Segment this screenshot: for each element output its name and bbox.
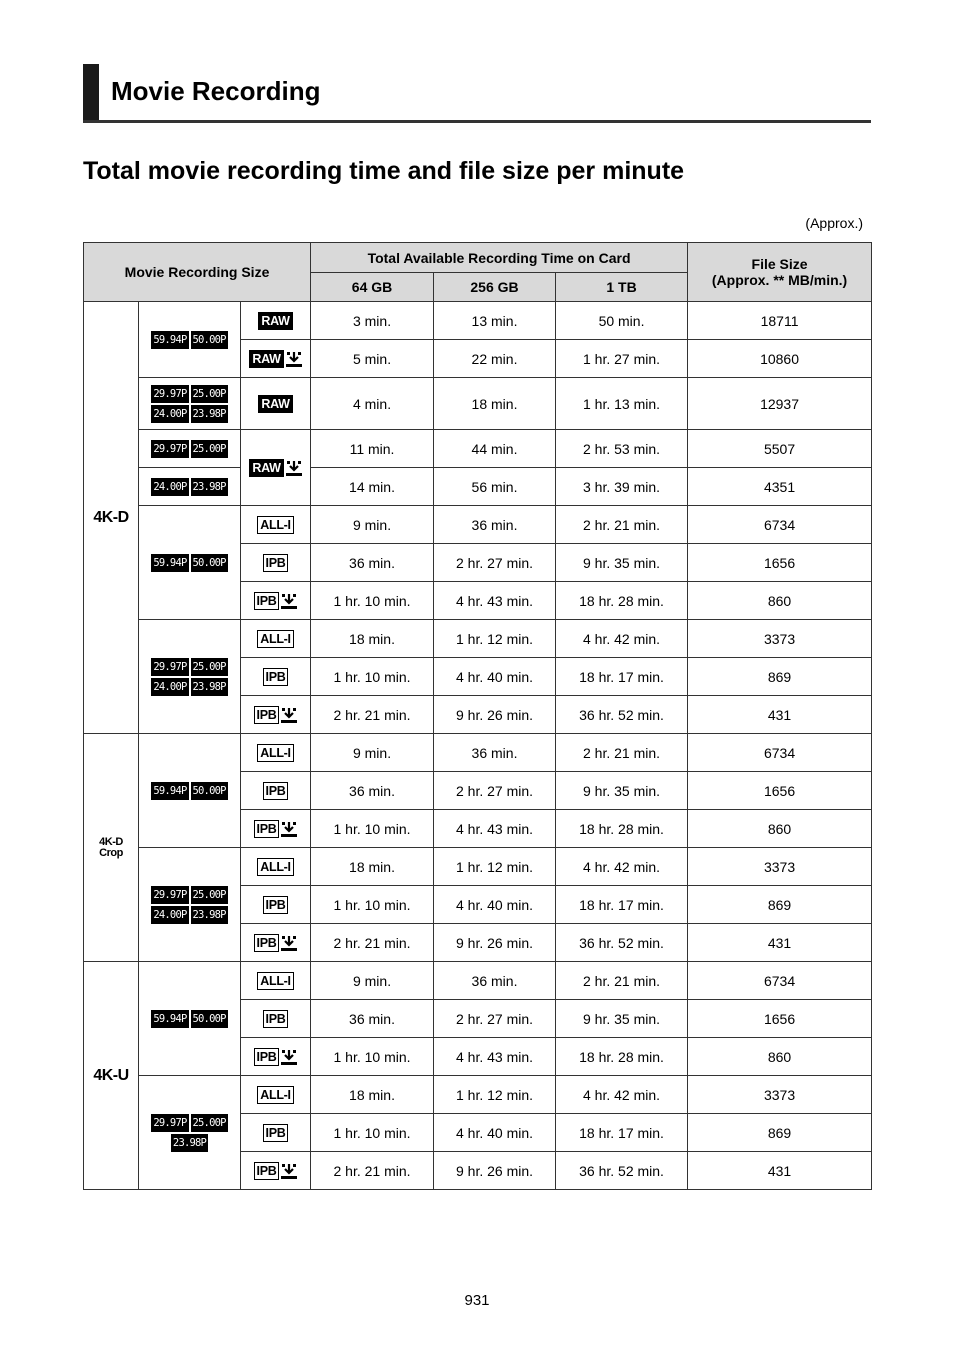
lite-icon xyxy=(281,935,297,951)
all-i-icon xyxy=(257,630,293,648)
time-1tb-cell: 18 hr. 17 min. xyxy=(556,658,688,696)
time-256gb-cell: 36 min. xyxy=(434,734,556,772)
framerate-badge: 23.98P xyxy=(191,478,228,496)
table-row xyxy=(84,468,872,506)
file-size-cell: 18711 xyxy=(688,302,872,340)
resolution-icon-crop: Crop xyxy=(99,846,123,859)
time-64gb-cell: 14 min. xyxy=(311,468,434,506)
framerate-cell xyxy=(139,506,241,620)
section-accent-bar xyxy=(83,64,99,120)
table-row xyxy=(84,1076,872,1114)
all-i-icon xyxy=(257,1086,293,1104)
framerate-cell xyxy=(139,962,241,1076)
framerate-group xyxy=(151,331,229,349)
compression-cell xyxy=(241,1114,311,1152)
time-256gb-cell: 9 hr. 26 min. xyxy=(434,924,556,962)
time-64gb-cell: 36 min. xyxy=(311,772,434,810)
compression-label: IPB xyxy=(263,1124,289,1142)
framerate-badge: 29.97P xyxy=(151,886,188,904)
lite-icon xyxy=(281,707,297,723)
header-total-time: Total Available Recording Time on Card xyxy=(311,243,688,273)
file-size-cell: 6734 xyxy=(688,734,872,772)
file-size-cell: 12937 xyxy=(688,378,872,430)
ipb-icon xyxy=(263,896,289,914)
ipb-icon xyxy=(263,1010,289,1028)
time-64gb-cell: 2 hr. 21 min. xyxy=(311,1152,434,1190)
time-1tb-cell: 36 hr. 52 min. xyxy=(556,696,688,734)
compression-cell xyxy=(241,1152,311,1190)
time-256gb-cell: 44 min. xyxy=(434,430,556,468)
time-1tb-cell: 1 hr. 27 min. xyxy=(556,340,688,378)
compression-label: ALL-I xyxy=(257,516,293,534)
time-256gb-cell: 36 min. xyxy=(434,962,556,1000)
table-row xyxy=(84,962,872,1000)
lite-icon xyxy=(286,460,302,476)
time-64gb-cell: 2 hr. 21 min. xyxy=(311,924,434,962)
time-64gb-cell: 18 min. xyxy=(311,848,434,886)
compression-cell xyxy=(241,658,311,696)
compression-label: ALL-I xyxy=(257,972,293,990)
compression-label: RAW xyxy=(249,459,283,477)
resolution-cell xyxy=(84,302,139,734)
compression-label: IPB xyxy=(254,706,280,724)
file-size-cell: 5507 xyxy=(688,430,872,468)
compression-cell xyxy=(241,506,311,544)
header-file-size-line1: File Size xyxy=(751,256,808,272)
compression-label: IPB xyxy=(254,820,280,838)
file-size-cell: 869 xyxy=(688,658,872,696)
time-1tb-cell: 2 hr. 21 min. xyxy=(556,506,688,544)
header-card-256gb: 256 GB xyxy=(434,273,556,302)
time-256gb-cell: 9 hr. 26 min. xyxy=(434,696,556,734)
framerate-group xyxy=(151,1010,229,1028)
time-1tb-cell: 9 hr. 35 min. xyxy=(556,772,688,810)
time-64gb-cell: 1 hr. 10 min. xyxy=(311,582,434,620)
compression-label: ALL-I xyxy=(257,744,293,762)
time-1tb-cell: 18 hr. 28 min. xyxy=(556,1038,688,1076)
compression-cell xyxy=(241,886,311,924)
framerate-badge: 59.94P xyxy=(151,1010,188,1028)
compression-cell xyxy=(241,772,311,810)
time-256gb-cell: 4 hr. 40 min. xyxy=(434,658,556,696)
ipb-lite-icon xyxy=(254,1162,298,1180)
time-256gb-cell: 4 hr. 43 min. xyxy=(434,582,556,620)
time-1tb-cell: 18 hr. 28 min. xyxy=(556,810,688,848)
time-1tb-cell: 9 hr. 35 min. xyxy=(556,544,688,582)
compression-cell xyxy=(241,544,311,582)
compression-label: RAW xyxy=(258,312,292,330)
compression-cell xyxy=(241,378,311,430)
framerate-group xyxy=(151,782,229,800)
compression-cell xyxy=(241,620,311,658)
resolution-icon: 4K-D xyxy=(93,508,129,526)
framerate-cell xyxy=(139,468,241,506)
file-size-cell: 3373 xyxy=(688,848,872,886)
compression-label: IPB xyxy=(254,1162,280,1180)
time-1tb-cell: 2 hr. 21 min. xyxy=(556,734,688,772)
compression-cell xyxy=(241,696,311,734)
file-size-cell: 1656 xyxy=(688,772,872,810)
framerate-badge: 50.00P xyxy=(191,331,228,349)
compression-cell xyxy=(241,924,311,962)
framerate-badge: 23.98P xyxy=(171,1134,208,1152)
framerate-group xyxy=(151,385,229,423)
time-64gb-cell: 5 min. xyxy=(311,340,434,378)
compression-cell xyxy=(241,1038,311,1076)
table-row xyxy=(84,620,872,658)
framerate-badge: 59.94P xyxy=(151,554,188,572)
time-64gb-cell: 9 min. xyxy=(311,734,434,772)
time-64gb-cell: 18 min. xyxy=(311,1076,434,1114)
lite-icon xyxy=(281,821,297,837)
time-256gb-cell: 13 min. xyxy=(434,302,556,340)
framerate-badge: 29.97P xyxy=(151,385,188,403)
compression-cell xyxy=(241,1076,311,1114)
compression-label: IPB xyxy=(263,554,289,572)
table-row xyxy=(84,430,872,468)
raw-lite-icon xyxy=(249,459,301,477)
time-256gb-cell: 22 min. xyxy=(434,340,556,378)
compression-cell xyxy=(241,848,311,886)
table-row xyxy=(84,734,872,772)
section-header xyxy=(83,64,871,123)
file-size-cell: 6734 xyxy=(688,962,872,1000)
framerate-badge: 25.00P xyxy=(191,440,228,458)
file-size-cell: 4351 xyxy=(688,468,872,506)
raw-lite-icon xyxy=(249,350,301,368)
framerate-badge: 59.94P xyxy=(151,331,188,349)
raw-icon xyxy=(258,312,292,330)
ipb-lite-icon xyxy=(254,934,298,952)
framerate-cell xyxy=(139,378,241,430)
table-row xyxy=(84,378,872,430)
framerate-group xyxy=(151,478,229,496)
framerate-badge: 50.00P xyxy=(191,554,228,572)
framerate-badge: 23.98P xyxy=(191,405,228,423)
time-1tb-cell: 3 hr. 39 min. xyxy=(556,468,688,506)
framerate-badge: 24.00P xyxy=(151,405,188,423)
file-size-cell: 869 xyxy=(688,1114,872,1152)
header-movie-recording-size: Movie Recording Size xyxy=(84,243,311,302)
resolution-cell xyxy=(84,734,139,962)
time-1tb-cell: 9 hr. 35 min. xyxy=(556,1000,688,1038)
header-file-size-line2: (Approx. ** MB/min.) xyxy=(711,272,848,288)
time-1tb-cell: 4 hr. 42 min. xyxy=(556,848,688,886)
compression-cell xyxy=(241,1000,311,1038)
framerate-badge: 24.00P xyxy=(151,478,188,496)
section-title: Movie Recording xyxy=(111,76,321,106)
framerate-badge: 29.97P xyxy=(151,1114,188,1132)
framerate-badge: 25.00P xyxy=(191,385,228,403)
all-i-icon xyxy=(257,516,293,534)
time-256gb-cell: 1 hr. 12 min. xyxy=(434,620,556,658)
file-size-cell: 860 xyxy=(688,1038,872,1076)
resolution-icon xyxy=(99,837,123,859)
framerate-badge: 24.00P xyxy=(151,678,188,696)
framerate-badge: 25.00P xyxy=(191,886,228,904)
framerate-cell xyxy=(139,734,241,848)
time-64gb-cell: 18 min. xyxy=(311,620,434,658)
compression-label: RAW xyxy=(249,350,283,368)
time-1tb-cell: 1 hr. 13 min. xyxy=(556,378,688,430)
lite-icon xyxy=(281,593,297,609)
time-256gb-cell: 2 hr. 27 min. xyxy=(434,1000,556,1038)
time-64gb-cell: 1 hr. 10 min. xyxy=(311,810,434,848)
framerate-badge: 23.98P xyxy=(191,678,228,696)
time-1tb-cell: 36 hr. 52 min. xyxy=(556,1152,688,1190)
time-256gb-cell: 36 min. xyxy=(434,506,556,544)
time-256gb-cell: 18 min. xyxy=(434,378,556,430)
time-256gb-cell: 1 hr. 12 min. xyxy=(434,848,556,886)
raw-icon xyxy=(258,395,292,413)
ipb-lite-icon xyxy=(254,1048,298,1066)
all-i-icon xyxy=(257,972,293,990)
all-i-icon xyxy=(257,858,293,876)
lite-icon xyxy=(281,1049,297,1065)
time-64gb-cell: 1 hr. 10 min. xyxy=(311,1038,434,1076)
file-size-cell: 431 xyxy=(688,1152,872,1190)
compression-cell xyxy=(241,810,311,848)
framerate-badge: 23.98P xyxy=(191,906,228,924)
framerate-group xyxy=(151,554,229,572)
table-row xyxy=(84,848,872,886)
lite-icon xyxy=(281,1163,297,1179)
time-64gb-cell: 36 min. xyxy=(311,544,434,582)
time-64gb-cell: 4 min. xyxy=(311,378,434,430)
resolution-icon-main: 4K-D xyxy=(99,835,123,848)
framerate-badge: 29.97P xyxy=(151,658,188,676)
time-256gb-cell: 4 hr. 40 min. xyxy=(434,886,556,924)
framerate-badge: 25.00P xyxy=(191,1114,228,1132)
framerate-badge: 50.00P xyxy=(191,1010,228,1028)
time-1tb-cell: 36 hr. 52 min. xyxy=(556,924,688,962)
time-256gb-cell: 2 hr. 27 min. xyxy=(434,544,556,582)
time-256gb-cell: 4 hr. 43 min. xyxy=(434,1038,556,1076)
framerate-group xyxy=(151,440,229,458)
time-64gb-cell: 1 hr. 10 min. xyxy=(311,886,434,924)
compression-label: RAW xyxy=(258,395,292,413)
time-1tb-cell: 2 hr. 53 min. xyxy=(556,430,688,468)
ipb-icon xyxy=(263,782,289,800)
all-i-icon xyxy=(257,744,293,762)
compression-label: ALL-I xyxy=(257,858,293,876)
file-size-cell: 1656 xyxy=(688,544,872,582)
file-size-cell: 3373 xyxy=(688,1076,872,1114)
time-64gb-cell: 11 min. xyxy=(311,430,434,468)
time-1tb-cell: 4 hr. 42 min. xyxy=(556,620,688,658)
time-1tb-cell: 4 hr. 42 min. xyxy=(556,1076,688,1114)
framerate-badge: 25.00P xyxy=(191,658,228,676)
time-1tb-cell: 2 hr. 21 min. xyxy=(556,962,688,1000)
header-card-1tb: 1 TB xyxy=(556,273,688,302)
time-64gb-cell: 1 hr. 10 min. xyxy=(311,1114,434,1152)
time-64gb-cell: 9 min. xyxy=(311,962,434,1000)
ipb-lite-icon xyxy=(254,706,298,724)
framerate-badge: 50.00P xyxy=(191,782,228,800)
ipb-lite-icon xyxy=(254,820,298,838)
compression-label: IPB xyxy=(254,934,280,952)
framerate-badge: 59.94P xyxy=(151,782,188,800)
recording-time-table xyxy=(83,242,872,1190)
ipb-icon xyxy=(263,554,289,572)
compression-label: IPB xyxy=(254,1048,280,1066)
time-1tb-cell: 50 min. xyxy=(556,302,688,340)
file-size-cell: 860 xyxy=(688,810,872,848)
time-256gb-cell: 2 hr. 27 min. xyxy=(434,772,556,810)
ipb-icon xyxy=(263,668,289,686)
framerate-group xyxy=(151,886,229,924)
compression-cell xyxy=(241,430,311,506)
page-number: 931 xyxy=(464,1292,490,1309)
compression-cell xyxy=(241,340,311,378)
time-64gb-cell: 2 hr. 21 min. xyxy=(311,696,434,734)
file-size-cell: 10860 xyxy=(688,340,872,378)
framerate-badge: 24.00P xyxy=(151,906,188,924)
compression-label: ALL-I xyxy=(257,630,293,648)
lite-icon xyxy=(286,351,302,367)
approx-note: (Approx.) xyxy=(805,215,863,231)
table-row xyxy=(84,506,872,544)
compression-label: IPB xyxy=(263,668,289,686)
file-size-cell: 431 xyxy=(688,924,872,962)
compression-label: IPB xyxy=(263,782,289,800)
framerate-badge: 29.97P xyxy=(151,440,188,458)
page-title: Total movie recording time and file size per minute xyxy=(83,157,685,185)
compression-cell xyxy=(241,962,311,1000)
compression-label: IPB xyxy=(254,592,280,610)
time-64gb-cell: 9 min. xyxy=(311,506,434,544)
table-row xyxy=(84,302,872,340)
table-body xyxy=(84,302,872,1190)
file-size-cell: 1656 xyxy=(688,1000,872,1038)
time-64gb-cell: 36 min. xyxy=(311,1000,434,1038)
compression-cell xyxy=(241,582,311,620)
time-1tb-cell: 18 hr. 17 min. xyxy=(556,1114,688,1152)
time-256gb-cell: 4 hr. 40 min. xyxy=(434,1114,556,1152)
framerate-cell xyxy=(139,848,241,962)
time-1tb-cell: 18 hr. 17 min. xyxy=(556,886,688,924)
resolution-cell xyxy=(84,962,139,1190)
file-size-cell: 3373 xyxy=(688,620,872,658)
compression-label: ALL-I xyxy=(257,1086,293,1104)
framerate-group xyxy=(151,658,229,696)
header-card-64gb: 64 GB xyxy=(311,273,434,302)
framerate-cell xyxy=(139,302,241,378)
framerate-cell xyxy=(139,1076,241,1190)
resolution-icon: 4K-U xyxy=(93,1066,129,1084)
time-256gb-cell: 1 hr. 12 min. xyxy=(434,1076,556,1114)
time-64gb-cell: 1 hr. 10 min. xyxy=(311,658,434,696)
file-size-cell: 860 xyxy=(688,582,872,620)
time-256gb-cell: 56 min. xyxy=(434,468,556,506)
framerate-cell xyxy=(139,620,241,734)
compression-label: IPB xyxy=(263,896,289,914)
file-size-cell: 431 xyxy=(688,696,872,734)
time-256gb-cell: 4 hr. 43 min. xyxy=(434,810,556,848)
compression-cell xyxy=(241,302,311,340)
file-size-cell: 6734 xyxy=(688,506,872,544)
file-size-cell: 869 xyxy=(688,886,872,924)
time-1tb-cell: 18 hr. 28 min. xyxy=(556,582,688,620)
ipb-icon xyxy=(263,1124,289,1142)
compression-cell xyxy=(241,734,311,772)
framerate-group xyxy=(151,1114,229,1152)
time-256gb-cell: 9 hr. 26 min. xyxy=(434,1152,556,1190)
header-file-size xyxy=(688,243,872,302)
compression-label: IPB xyxy=(263,1010,289,1028)
framerate-cell xyxy=(139,430,241,468)
time-64gb-cell: 3 min. xyxy=(311,302,434,340)
ipb-lite-icon xyxy=(254,592,298,610)
